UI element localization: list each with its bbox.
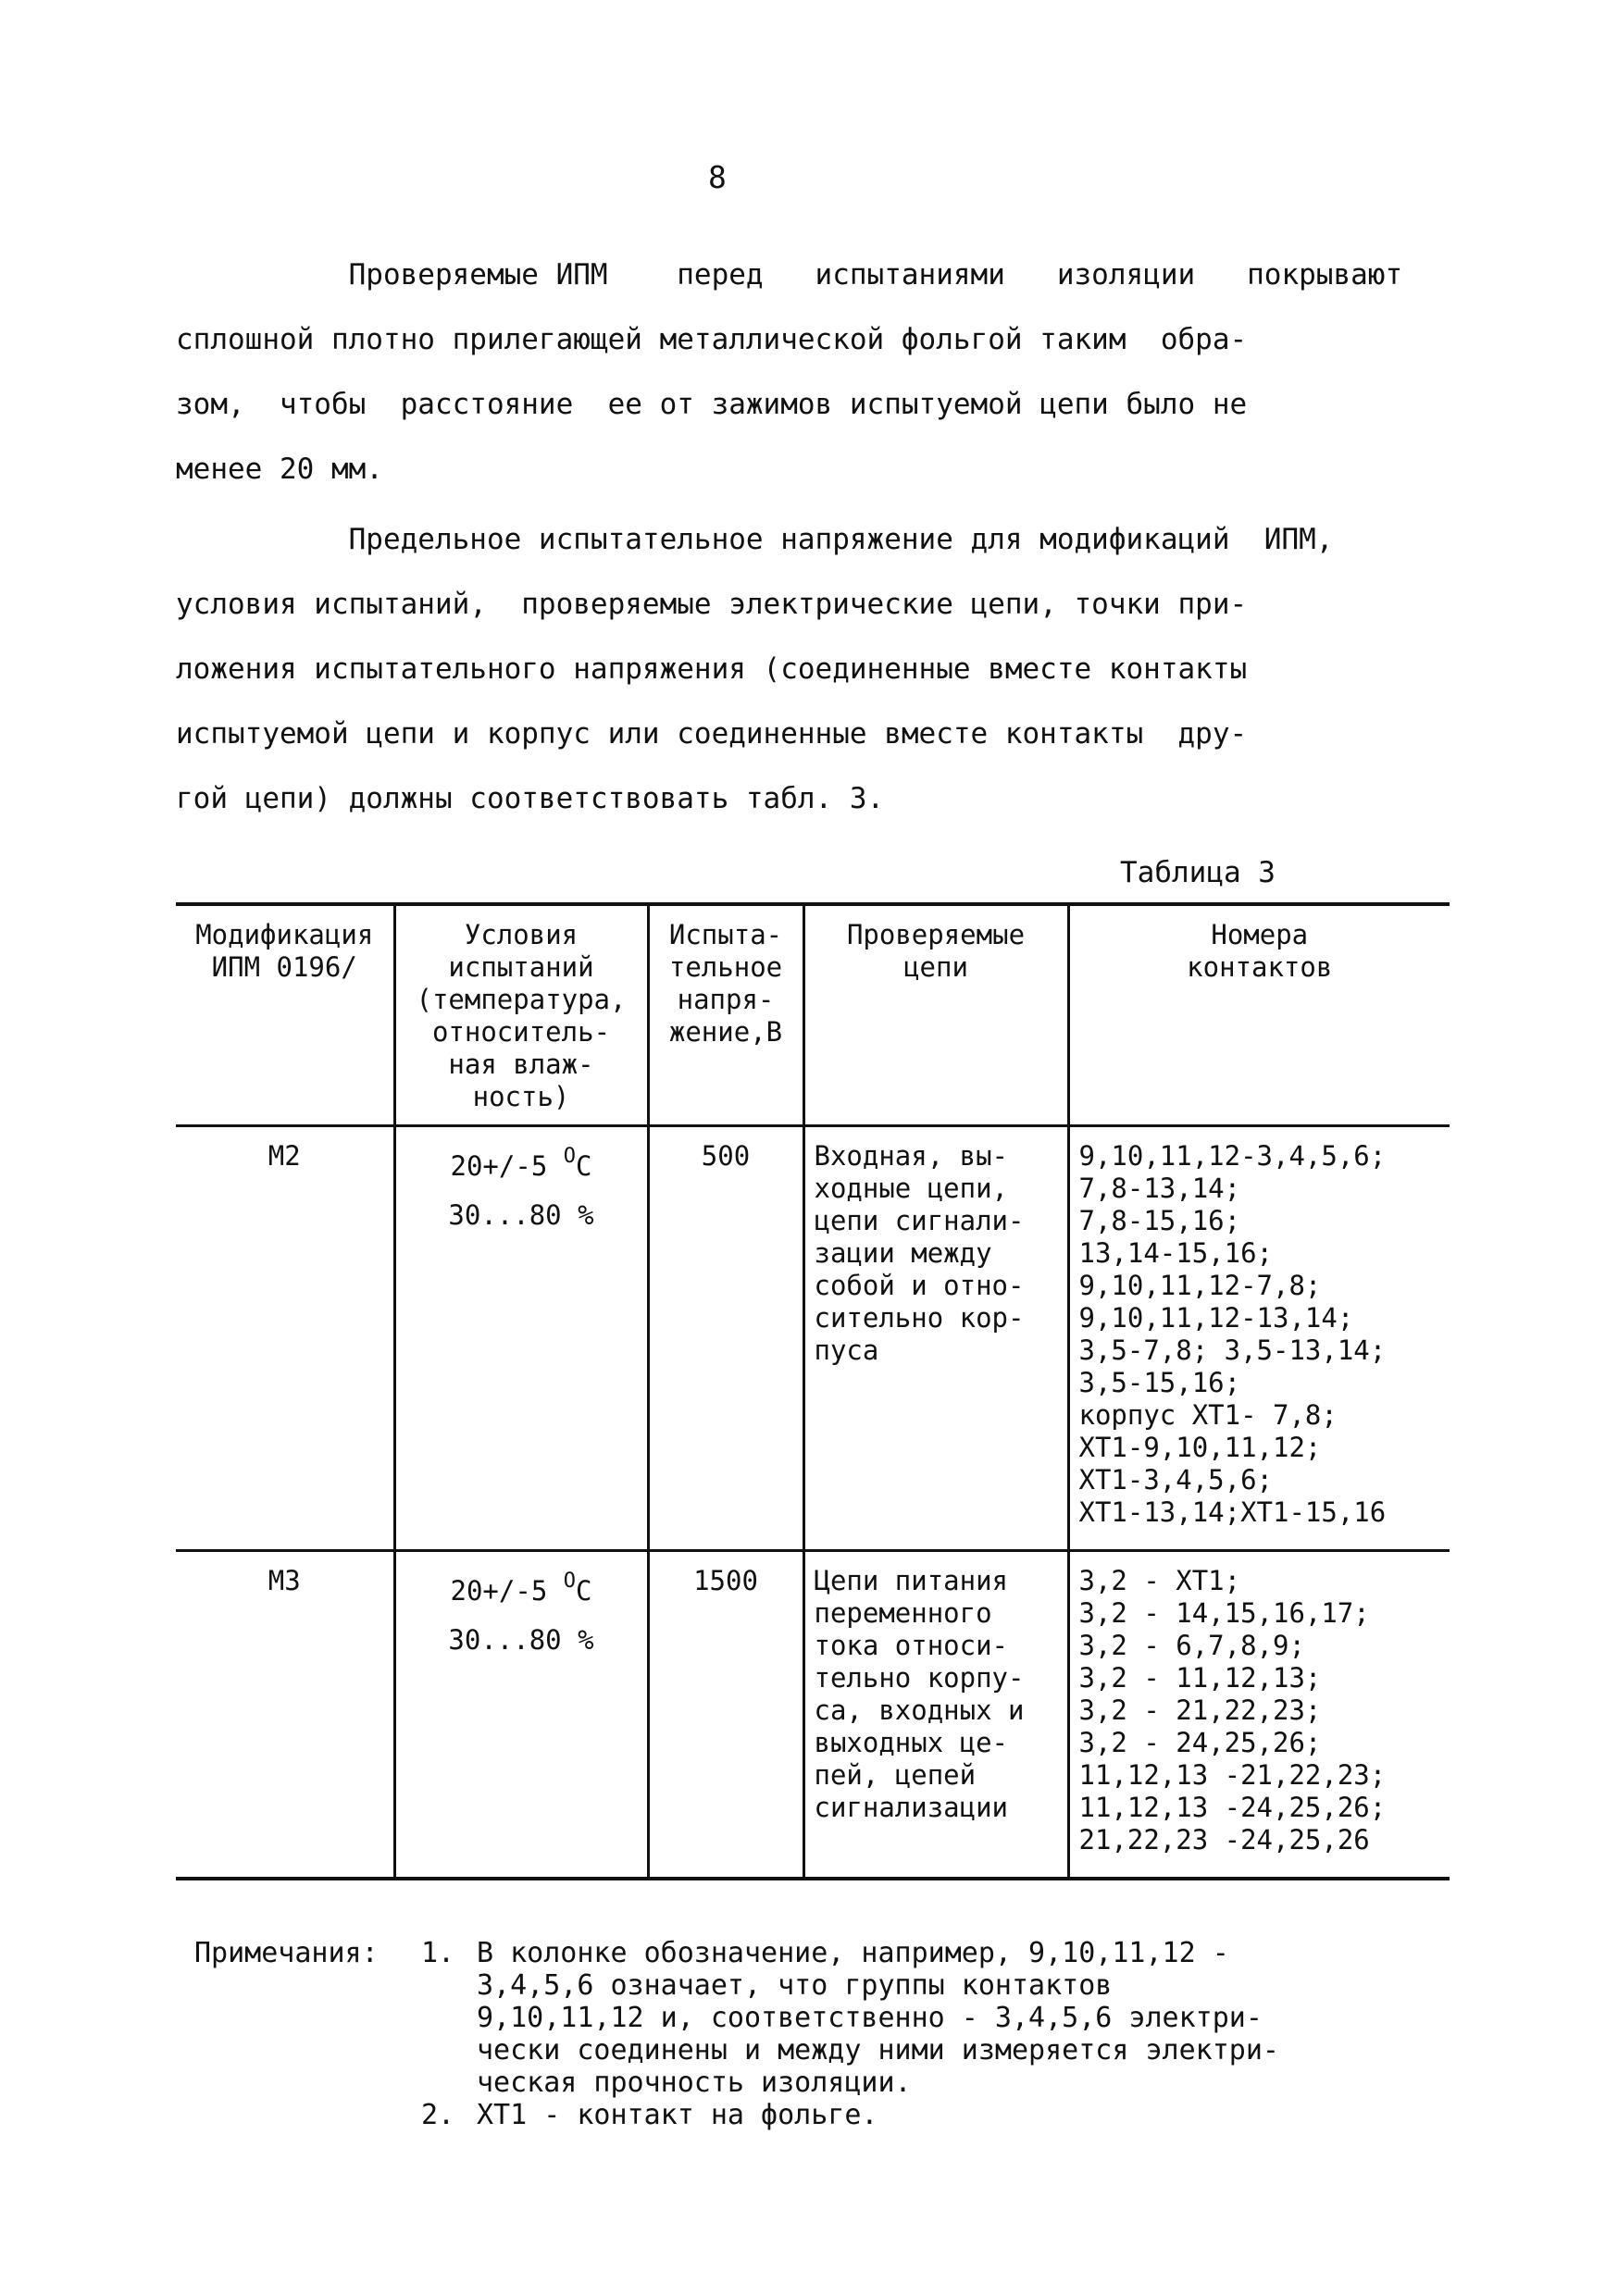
note-text: ХТ1 - контакт на фольге. [477, 2099, 878, 2131]
temperature-unit: С [576, 1150, 592, 1182]
page-number: 8 [708, 159, 727, 195]
cell-voltage: 500 [648, 1126, 803, 1551]
text-line: зом, чтобы расстояние ее от зажимов испытуемой цепи было не [176, 388, 1248, 421]
temperature-value: 20+/-5 [450, 1150, 548, 1182]
text-line: испытуемой цепи и корпус или соединенные вместе контакты дру- [176, 717, 1248, 751]
humidity-value: 30...80 % [448, 1199, 594, 1231]
text-line: Проверяемые ИПМ перед испытаниями изоляции покрывают [176, 258, 1403, 292]
cell-voltage: 1500 [648, 1551, 803, 1880]
cell-circuits: Цепи питания переменного тока относи- тельно корпу- са, входных и выходных це- пей, цепей сигнализации [803, 1551, 1068, 1880]
table-row [176, 1126, 1450, 1551]
degree-symbol: О [563, 1145, 576, 1168]
note-number: 1. [421, 1937, 455, 1969]
text-line: сплошной плотно прилегающей металлической фольгой таким обра- [176, 323, 1248, 356]
cell-conditions [394, 1551, 648, 1880]
temperature-unit: С [576, 1575, 592, 1607]
note-text: В колонке обозначение, например, 9,10,11,12 - 3,4,5,6 означает, что группы контактов 9,10,11,12 и, соответственно - 3,4,5,6 электри- чески соединены и между ними измеряется электри- ческая прочность изоляции. [477, 1937, 1279, 2099]
paragraph-insulation-testing [176, 242, 1403, 502]
degree-symbol: О [563, 1570, 576, 1593]
text-line: ложения испытательного напряжения (соединенные вместе контакты [176, 652, 1248, 686]
cell-conditions [394, 1126, 648, 1551]
note-number: 2. [421, 2099, 455, 2131]
temperature-value: 20+/-5 [450, 1575, 548, 1607]
notes-label: Примечания: [194, 1937, 379, 1969]
text-line: условия испытаний, проверяемые электрические цепи, точки при- [176, 588, 1248, 621]
table-header-row [176, 904, 1450, 1126]
test-voltage-table [176, 902, 1450, 1880]
cell-contacts: 3,2 - ХТ1; 3,2 - 14,15,16,17; 3,2 - 6,7,8,9; 3,2 - 11,12,13; 3,2 - 21,22,23; 3,2 - 24,25,26; 11,12,13 -21,22,23; 11,12,13 -24,25,26; 21,22,23 -24,25,26 [1068, 1551, 1450, 1880]
note-item [421, 1937, 1439, 2099]
text-line: гой цепи) должны соответствовать табл. 3. [176, 782, 885, 815]
paragraph-test-voltage [176, 507, 1379, 831]
header-contact-numbers: Номера контактов [1068, 904, 1450, 1126]
text-line: Предельное испытательное напряжение для модификаций ИПМ, [176, 523, 1334, 556]
header-checked-circuits: Проверяемые цепи [803, 904, 1068, 1126]
table-caption: Таблица 3 [1120, 856, 1276, 889]
cell-circuits: Входная, вы- ходные цепи, цепи сигнали- зации между собой и отно- сительно кор- пуса [803, 1126, 1068, 1551]
header-test-conditions: Условия испытаний (температура, относитель- ная влаж- ность) [394, 904, 648, 1126]
cell-modification: М3 [268, 1565, 301, 1596]
note-item [421, 2099, 1439, 2131]
text-line: менее 20 мм. [176, 453, 383, 486]
header-test-voltage: Испыта- тельное напря- жение,В [648, 904, 803, 1126]
table-row [176, 1551, 1450, 1880]
cell-modification: М2 [268, 1140, 301, 1172]
table-container [176, 902, 1450, 1880]
header-modification: Модификация ИПМ 0196/ [195, 919, 374, 983]
humidity-value: 30...80 % [448, 1624, 594, 1656]
cell-contacts: 9,10,11,12-3,4,5,6; 7,8-13,14; 7,8-15,16; 13,14-15,16; 9,10,11,12-7,8; 9,10,11,12-13,14; 3,5-7,8; 3,5-13,14; 3,5-15,16; корпус ХТ1- 7,8; ХТ1-9,10,11,12; ХТ1-3,4,5,6; ХТ1-13,14;ХТ1-15,16 [1068, 1126, 1450, 1551]
